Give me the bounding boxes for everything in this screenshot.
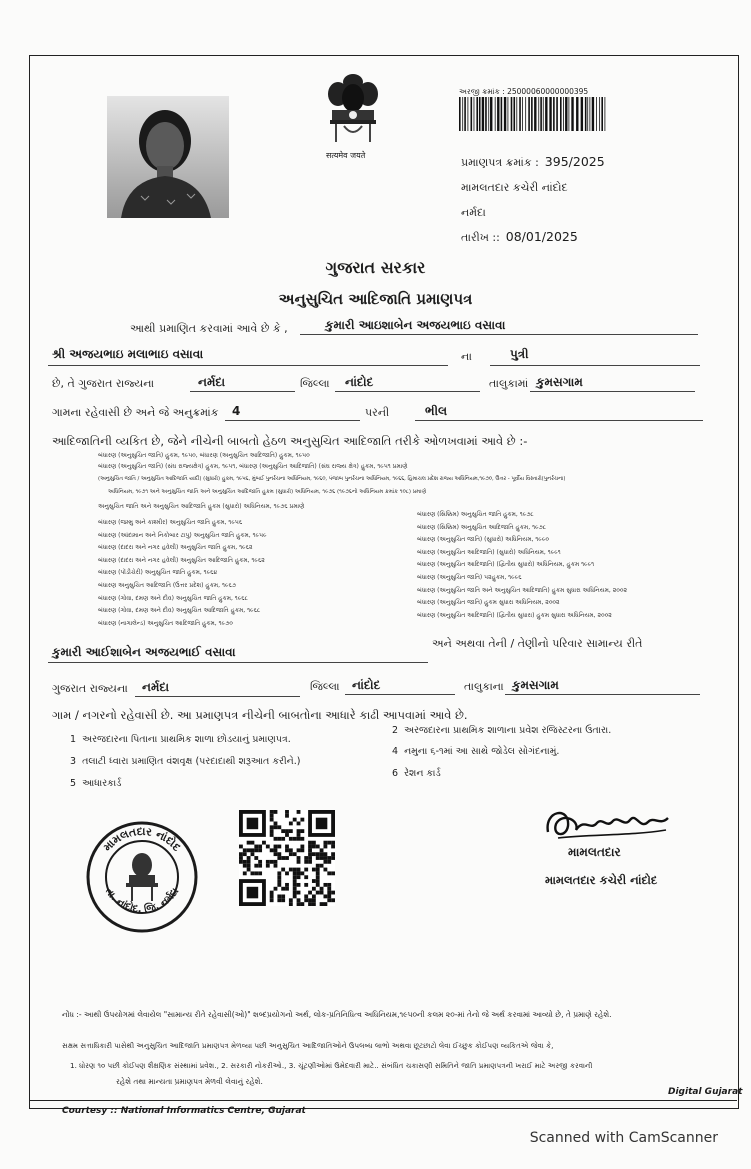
applicant-name-2: કુમારી આઈશાબેન અજયભાઈ વસાવા — [52, 645, 236, 659]
order-left-1: બંધારણ (આંદામાન અને નિકોબાર ટાપુ) અનુસુચિત જાતિ હુકમ, ૧૯૫૯ — [98, 531, 267, 539]
document-6-num: 6 — [392, 768, 399, 779]
document-4-text: નમુના ૬-૧માં આ સાથે જોડેલ સોગંદનામું. — [404, 746, 560, 757]
note-1: સક્ષમ સત્તાધિકારી પાસેથી અનુસુચિત આદિજાતિ પ્રમાણપત્ર મેળવ્યા પછી અનુસુચિત આદિજાતિઓને ઉપલબ્ધ લાભો અથવા છૂટછાટો લેવા ઈચ્છુક કોઈપણ વ્યકિતએ જેવા કે, — [62, 1041, 554, 1050]
document-2-text: અરજદારના પ્રાથમિક શાળાના પ્રવેશ રજિસ્ટરના ઉતારા. — [404, 725, 612, 736]
order-left-5: બંધારણ અનુસુચિત આદિજાતિ (ઉત્તર પ્રદેશ) હુકમ, ૧૯૬૭ — [98, 582, 236, 589]
taluka-label: તાલુકામાં — [489, 377, 529, 390]
signatory-designation: મામલતદાર — [568, 845, 621, 859]
serial-number: 4 — [232, 404, 241, 418]
taluka-value: નાંદોદ — [345, 375, 374, 389]
issue-date-row — [461, 229, 578, 245]
rule-4 — [190, 391, 295, 392]
signatory-office: મામલતદાર કચેરી નાંદોદ — [545, 873, 658, 887]
document-1 — [70, 734, 291, 745]
order-right-8: બંધારણ (અનુસુચિત આદિજાતિ) (દ્વિતીય સુધારા) હુકમ સુધારા અધિનિયમ, ૨૦૦૨ — [417, 611, 612, 619]
svg-text:મામલતદાર નાંદોદ — [101, 825, 184, 854]
district-value: નર્મદા — [198, 375, 226, 389]
note-2: 1. ધોરણ ૧૦ પછી કોઈપણ શૈક્ષણિક સંસ્થામાં પ્રવેશ., 2. સરકારી નોકરીઓ., 3. ચૂંટણીઓમાં ઉમેદવારી માટે.. સંબંધિત ચકાસણી સમિતિને જાતિ પ્રમાણપત્રની ખરાઈ માટે અરજી કરવાની — [70, 1061, 593, 1070]
seal-bottom-text: તા. નાંદોદ, જિ. નર્મદા — [102, 886, 182, 916]
order-left-0: બંધારણ (જમ્મુ અને કાશ્મીર) અનુસુચિત જાતિ હુકમ, ૧૯૫૬ — [98, 519, 243, 526]
application-number: અરજી ક્રમાંક : 25000060000000395 — [459, 87, 589, 96]
rule-9 — [48, 662, 428, 663]
order-top-2: (અનુસુચિત જાતિ / અનુસુચિત આદિજાતિ યાદી) (સુધારો) હુકમ, ૧૯૫૬, મુંબઈ પુનર્રચના અધિનિયમ, ૧૯૬૦, પંજાબ પુનર્રચના અધિનિયમ, ૧૯૬૬, હિમાચલ પ્રદેશ રાજ્ય અધિનિયમ,૧૯૭૦, ઉત્તર - પૂર્વીય વિસ્તારો(પુનર્રચના) — [98, 476, 566, 482]
document-2 — [392, 725, 611, 736]
note-3: રહેશે તથા માન્યતા પ્રમાણપત્ર મેળવી લેવાનું રહેશે. — [116, 1077, 263, 1086]
applicant-photo — [107, 96, 229, 218]
barcode — [459, 97, 607, 131]
motto-text: सत्यमेव जयते — [326, 151, 366, 160]
tribe-line: આદિજાતિની વ્યકિત છે, જેને નીચેની બાબતો હેઠળ અનુસુચિત આદિજાતિ તરીકે ઓળખવામાં આવે છે :- — [52, 434, 528, 448]
tribe-value: ભીલ — [425, 404, 448, 418]
document-1-num: 1 — [70, 734, 77, 745]
order-left-8: બંધારણ (નાગાલેન્ડ) અનુસુચિત આદિજાતિ હુકમ, ૧૯૭૦ — [98, 619, 233, 627]
mamlatdar-signature — [540, 800, 675, 845]
rule-7 — [225, 420, 360, 421]
issue-date-label: તારીખ :: — [461, 231, 500, 244]
rule-3 — [490, 365, 700, 366]
certificate-number-label: પ્રમાણપત્ર ક્રમાંક : — [461, 156, 539, 169]
digital-gujarat-brand: Digital Gujarat — [668, 1087, 743, 1097]
order-top-1: બંધારણ (અનુસુચિત જાતિ) (સંઘ રાજ્યક્ષેત્ર) હુકમ, ૧૯૫૧, બંધારણ (અનુસુચિત આદિજાતિ) (સંઘ રાજ્ય ક્ષેત્ર) હુકમ, ૧૯૫૧ પ્રમાણે — [98, 463, 408, 470]
national-emblem-icon — [318, 72, 388, 162]
order-left-4: બંધારણ (પોંડીચેરી) અનુસુચિત જાતિ હુકમ, ૧૯૬૪ — [98, 569, 218, 577]
taluka-label-2: તાલુકાના — [464, 680, 504, 693]
rule-8 — [415, 420, 703, 421]
svg-text:તા. નાંદોદ, જિ. નર્મદા — [103, 886, 182, 916]
document-5 — [70, 778, 121, 789]
rule-12 — [505, 694, 700, 695]
document-3-num: 3 — [70, 756, 77, 767]
certificate-title: અનુસુચિત આદિજાતિ પ્રમાણપત્ર — [278, 290, 473, 308]
document-2-num: 2 — [392, 725, 399, 736]
government-title: ગુજરાત સરકાર — [325, 258, 426, 277]
rule-2 — [48, 365, 448, 366]
rule-6 — [530, 391, 695, 392]
applicant-name: કુમારી આઇશાબેન અજયભાઇ વસાવા — [325, 318, 506, 332]
order-right-6: બંધારણ (અનુસુચિત જાતિ અને અનુસુચિત આદિજાતિ) હુકમ સુધારા અધિનિયમ, ૨૦૦૨ — [417, 586, 627, 594]
rule-11 — [345, 694, 455, 695]
document-4 — [392, 746, 559, 757]
taluka-value-2: નાંદોદ — [352, 678, 381, 692]
father-name: શ્રી અજયભાઇ મલાભાઇ વસાવા — [52, 347, 204, 361]
certify-text: આથી પ્રમાણિત કરવામાં આવે છે કે , — [130, 322, 288, 335]
order-right-2: બંધારણ (અનુસુચિત જાતિ) (સુધારો) અધિનિયમ, ૧૯૯૦ — [417, 536, 550, 544]
document-1-text: અરજદારના પિતાના પ્રાથમિક શાળા છોડયાનું પ્રમાણપત્ર. — [82, 734, 291, 745]
certificate-number-row — [461, 154, 605, 170]
footer-rule — [29, 1100, 737, 1101]
certificate-number: 395/2025 — [544, 154, 605, 169]
rule-5 — [335, 391, 480, 392]
camscanner-watermark: Scanned with CamScanner — [529, 1130, 718, 1146]
village-value: કુમસગામ — [536, 375, 583, 389]
order-top-0: બંધારણ (અનુસુચિત જાતિ) હુકમ, ૧૯૫૦, બંધારણ (અનુસુચિત આદિજાતિ) હુકમ, ૧૯૫૦ — [98, 452, 310, 459]
family-text: અને અથવા તેની / તેણીનો પરિવાર સામાન્ય રીતે — [432, 637, 643, 650]
document-4-num: 4 — [392, 746, 399, 757]
qr-code — [239, 810, 335, 906]
seal-top-text: મામલતદાર નાંદોદ — [100, 824, 184, 854]
order-left-2: બંધારણ (દાદરા અને નગર હવેલી) અનુસુચિત જાતિ હુકમ, ૧૯૬૨ — [98, 544, 253, 552]
resident-text: ગામના રહેવાસી છે અને જે અનુક્રમાંક — [52, 406, 219, 419]
document-3 — [70, 756, 300, 767]
district-label-2: જિલ્લા — [310, 680, 340, 693]
issuing-district: નર્મદા — [461, 206, 486, 219]
district-label: જિલ્લા — [300, 377, 330, 390]
order-left-3: બંધારણ (દાદરા અને નગર હવેલી) અનુસુચિત આદિજાતિ હુકમ, ૧૯૬૨ — [98, 556, 265, 564]
relation: પુત્રી — [510, 347, 529, 361]
order-top-4: અનુસુચિત જાતિ અને અનુસુચિત આદિજાતિ હુકમ (સુધારો) અધિનિયમ, ૧૯૭૬ પ્રમાણે — [98, 503, 305, 510]
parni-text: પરની — [365, 406, 390, 419]
district-value-2: નર્મદા — [142, 680, 170, 694]
issuing-office: મામલતદાર કચેરી નાંદોદ — [461, 181, 568, 194]
order-left-7: બંધારણ (ગોવા, દમણ અને દીવ) અનુસુચિત આદિજાતિ હુકમ, ૧૯૬૮ — [98, 607, 261, 615]
order-right-4: બંધારણ (અનુસુચિત આદિજાતિ) (દ્વિતીય સુધારો) અધિનિયમ, હુકમ ૧૯૯૧ — [417, 561, 595, 569]
document-6 — [392, 768, 441, 779]
order-right-0: બંધારણ (સિક્કિમ) અનુસુચિત જાતિ હુકમ, ૧૯૭૮ — [417, 511, 534, 518]
document-5-num: 5 — [70, 778, 77, 789]
na-text: ના — [461, 350, 472, 363]
note-0: નોંધ :- આથી ઉપયોગમાં લેવાયેલ "સામાન્ય રીતે રહેવાસી(ઓ)" શબ્દપ્રયોગનો અર્થ, લોક-પ્રતિનિધિત્વ અધિનિયમ,૧૯૫૦ની કલમ ૨૦-માં તેનો જે અર્થ કરવામાં આવ્યો છે, તે પ્રમાણે રહેશે. — [62, 1010, 612, 1019]
order-right-5: બંધારણ (અનુસુચિત જાતિ) ૫૨હુકમ, ૧૯૯૬ — [417, 574, 522, 581]
rule-10 — [135, 696, 300, 697]
office-seal — [82, 815, 202, 935]
order-top-3: અધિનિયમ, ૧૯૭૧ અને અનુસુચિત જાતિ અને અનુસુચિત આદિજાતિ હુકમ (સુધારો) અધિનિયમ, ૧૯૭૬ (૧૯૭૬નો અધિનિયમ ક્રમાંક ૧૦૮) પ્રમાણે — [108, 489, 427, 495]
basis-text: ગામ / નગરનો રહેવાસી છે. આ પ્રમાણપત્ર નીચેની બાબતોના આધારે કાઢી આપવામાં આવે છે. — [52, 708, 468, 722]
rule-1 — [300, 334, 698, 335]
courtesy-text: Courtesy :: National Informatics Centre, Gujarat — [62, 1106, 306, 1116]
document-6-text: રેશન કાર્ડ — [404, 768, 441, 779]
state-prefix: છે, તે ગુજરાત રાજ્યના — [52, 377, 155, 390]
village-value-2: કુમસગામ — [512, 678, 559, 692]
order-right-7: બંધારણ (અનુસુચિત જાતિ) હુકમ સુધારા અધિનિયમ, ૨૦૦૨ — [417, 599, 560, 607]
document-3-text: તલાટી ધ્વારા પ્રમાણિત વંશવૃક્ષ (પરદાદાથી શરૂઆત કરીને.) — [82, 756, 301, 767]
order-right-3: બંધારણ (અનુસુચિત આદિજાતિ) (સુધારો) અધિનિયમ, ૧૯૯૧ — [417, 548, 561, 556]
issue-date: 08/01/2025 — [505, 229, 578, 244]
state-prefix-2: ગુજરાત રાજ્યના — [52, 682, 128, 695]
order-right-1: બંધારણ (સિક્કિમ) અનુસુચિત આદિજાતિ હુકમ, ૧૯૭૮ — [417, 523, 547, 531]
document-5-text: આધારકાર્ડ — [82, 778, 122, 789]
order-left-6: બંધારણ (ગોવા, દમણ અને દીવ) અનુસુચિત જાતિ હુકમ, ૧૯૬૮ — [98, 594, 248, 602]
